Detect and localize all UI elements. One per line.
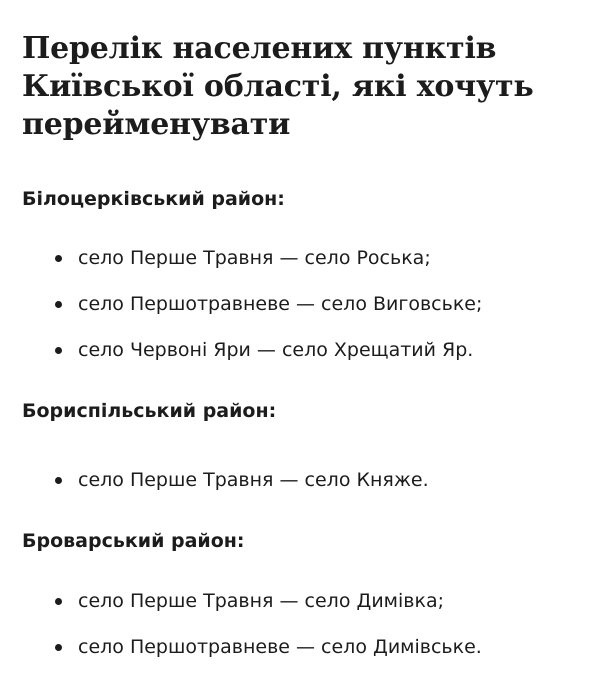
bullet-icon xyxy=(55,598,62,605)
list-item-text: село Першотравневе — село Виговське; xyxy=(78,293,483,315)
list-item-text: село Перше Травня — село Княже. xyxy=(78,469,429,491)
list-item-text: село Перше Травня — село Роська; xyxy=(78,247,431,269)
district-heading: Білоцерківський район: xyxy=(22,188,285,210)
bullet-icon xyxy=(55,301,62,308)
bullet-icon xyxy=(55,477,62,484)
district-section xyxy=(22,399,584,492)
list-item xyxy=(22,635,584,659)
list-item-text: село Перше Травня — село Димівка; xyxy=(78,590,445,612)
article-title: Перелік населених пунктів Київської області, які хочуть перейменувати xyxy=(22,31,534,142)
list-item-text: село Червоні Яри — село Хрещатий Яр. xyxy=(78,339,474,361)
district-section xyxy=(22,187,584,362)
district-heading: Бориспільський район: xyxy=(22,400,277,422)
district-heading: Броварський район: xyxy=(22,530,245,552)
bullet-icon xyxy=(55,644,62,651)
list-item xyxy=(22,468,584,492)
list-item xyxy=(22,246,584,270)
rename-list xyxy=(22,246,584,362)
district-section xyxy=(22,529,584,659)
rename-list xyxy=(22,589,584,659)
rename-list xyxy=(22,468,584,492)
list-item xyxy=(22,292,584,316)
list-item-text: село Першотравневе — село Димівське. xyxy=(78,636,482,658)
bullet-icon xyxy=(55,347,62,354)
list-item xyxy=(22,338,584,362)
bullet-icon xyxy=(55,255,62,262)
list-item xyxy=(22,589,584,613)
